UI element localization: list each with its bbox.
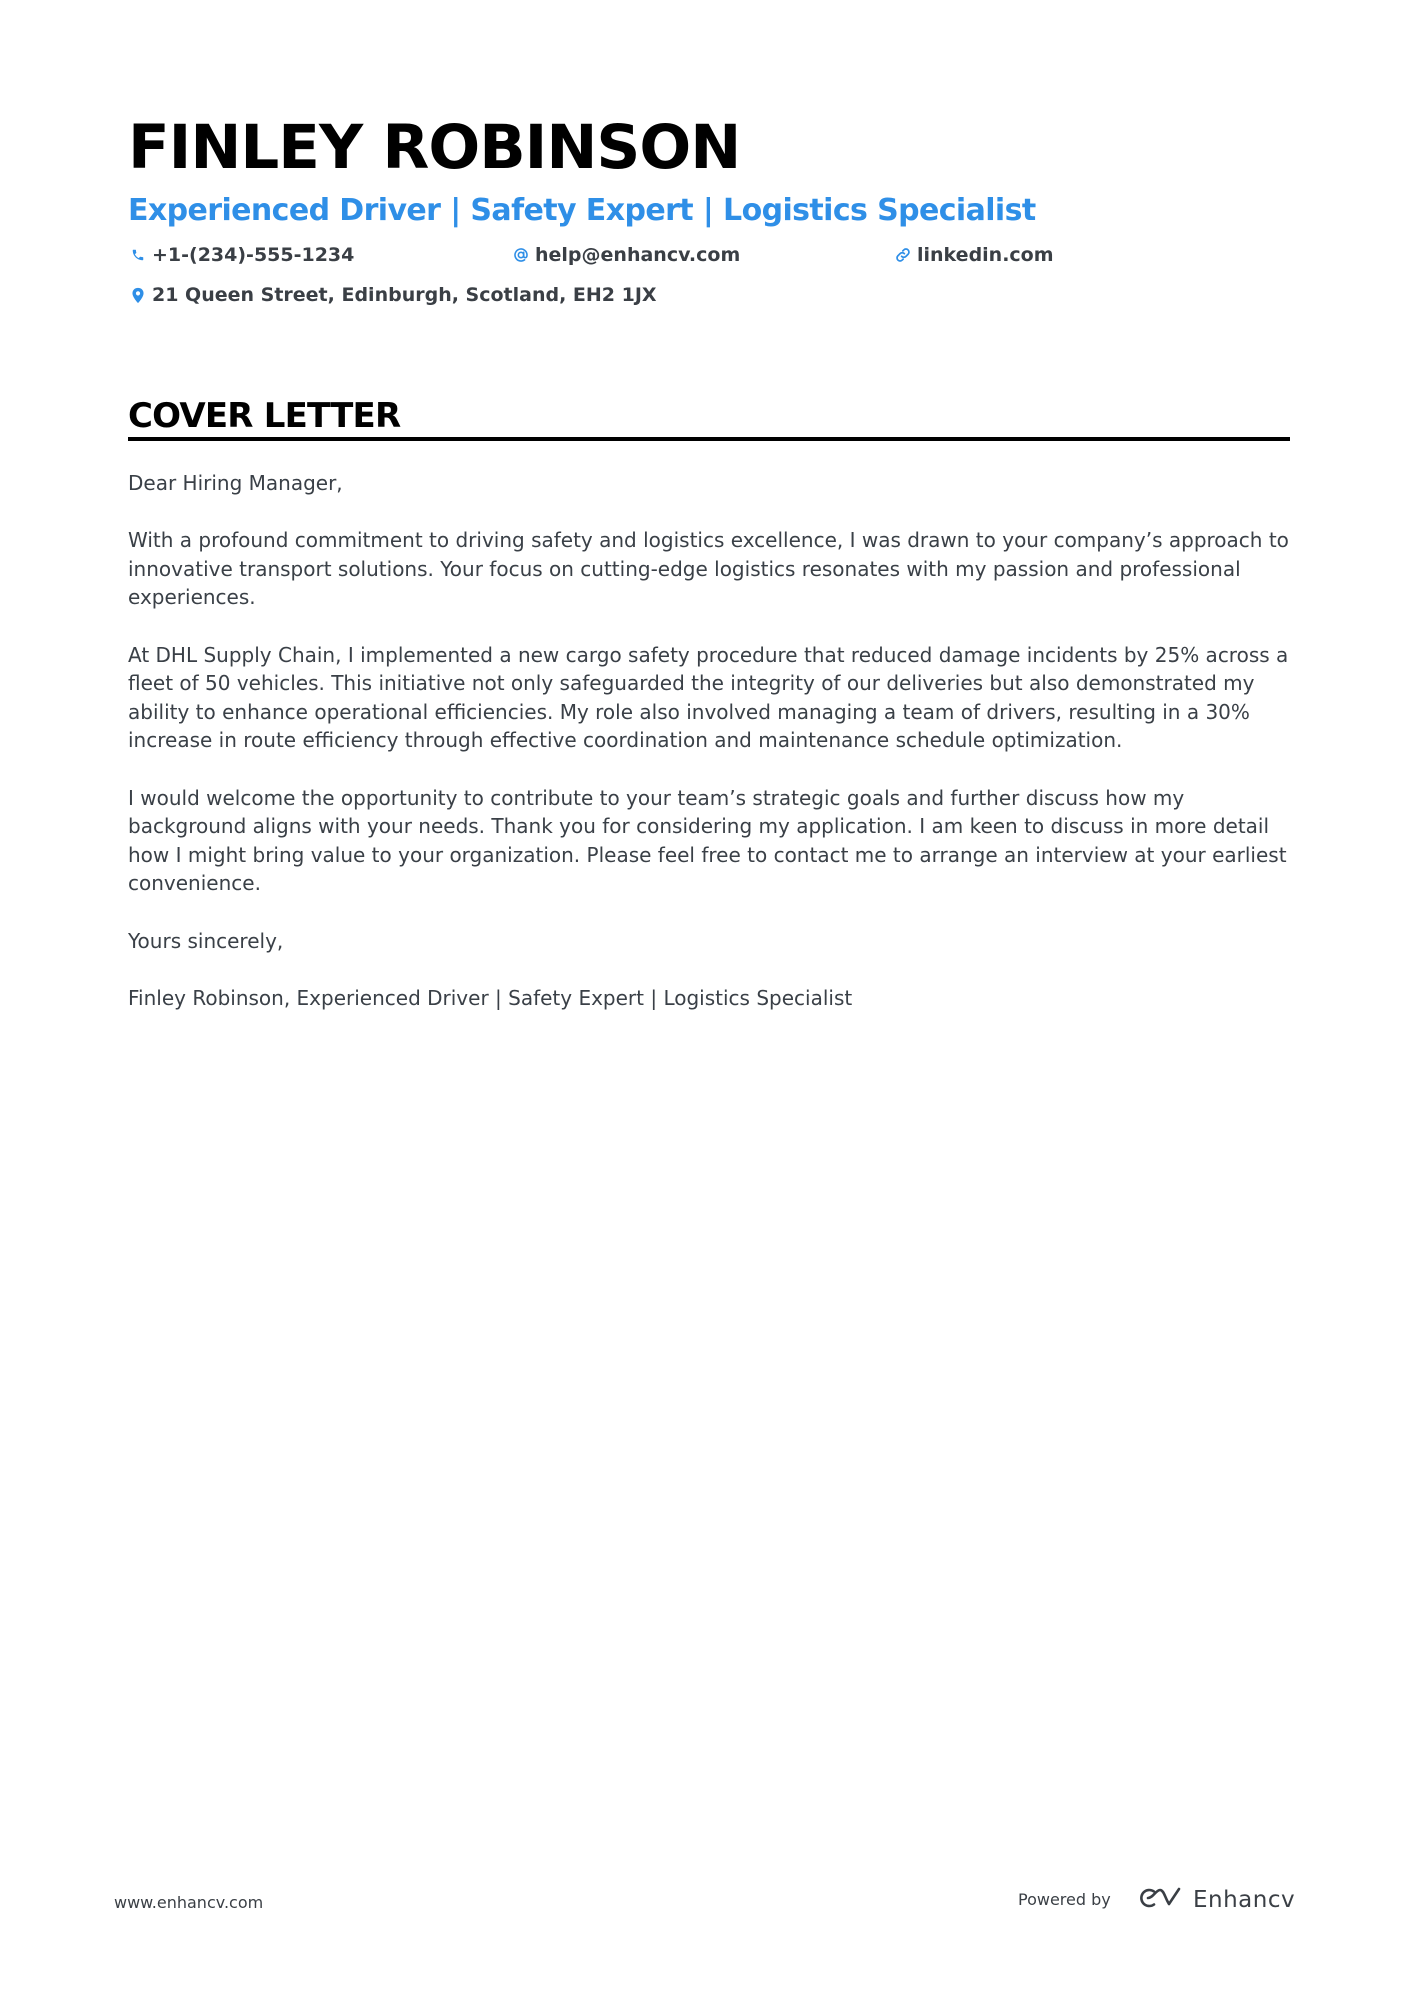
contact-address-text: 21 Queen Street, Edinburgh, Scotland, EH2 1JX <box>152 284 657 306</box>
powered-by-label: Powered by <box>1018 1890 1111 1909</box>
letter-body <box>128 469 1303 1041</box>
contact-email[interactable] <box>511 239 740 271</box>
contact-address <box>128 279 657 311</box>
candidate-name: FINLEY ROBINSON <box>128 112 741 183</box>
contact-email-text: help@enhancv.com <box>535 244 741 266</box>
letter-greeting: Dear Hiring Manager, <box>128 471 343 495</box>
enhancv-logo-icon <box>1137 1885 1183 1915</box>
letter-paragraph: At DHL Supply Chain, I implemented a new cargo safety procedure that reduced damage incidents by 25% across a fleet of 50 vehicles. This initiative not only safeguarded the integrity of our deliveries but also demonstrated my ability to enhance operational efficiencies. My role also involved managing a team of drivers, resulting in a 30% increase in route efficiency through effective coordination and maintenance schedule optimization. <box>128 642 1289 753</box>
section-divider <box>128 437 1290 441</box>
letter-closing: Yours sincerely, <box>128 928 284 953</box>
letter-paragraph: With a profound commitment to driving safety and logistics excellence, I was drawn to your company’s approach to innovative transport solutions. Your focus on cutting-edge logistics resonates with my passion and professional experiences. <box>128 528 1289 610</box>
contact-linkedin[interactable] <box>893 239 1054 271</box>
phone-icon <box>128 245 148 265</box>
location-pin-icon <box>128 285 148 305</box>
candidate-headline: Experienced Driver | Safety Expert | Logistics Specialist <box>128 193 1036 228</box>
contact-phone[interactable] <box>128 239 354 271</box>
brand-name: Enhancv <box>1193 1887 1296 1913</box>
brand-logo[interactable] <box>1137 1880 1295 1920</box>
link-icon <box>893 245 913 265</box>
letter-signature: Finley Robinson, Experienced Driver | Safety Expert | Logistics Specialist <box>128 985 853 1010</box>
contact-phone-text: +1-(234)-555-1234 <box>152 244 355 266</box>
at-sign-icon <box>511 245 531 265</box>
letter-paragraph: I would welcome the opportunity to contribute to your team’s strategic goals and further discuss how my background aligns with your needs. Thank you for considering my application. I am keen to discuss in more detail how I might bring value to your organization. Please feel free to contact me to arrange an interview at your earliest convenience. <box>128 785 1287 896</box>
section-title: COVER LETTER <box>128 396 401 436</box>
contact-linkedin-text: linkedin.com <box>917 244 1054 266</box>
footer-url[interactable]: www.enhancv.com <box>114 1893 264 1912</box>
